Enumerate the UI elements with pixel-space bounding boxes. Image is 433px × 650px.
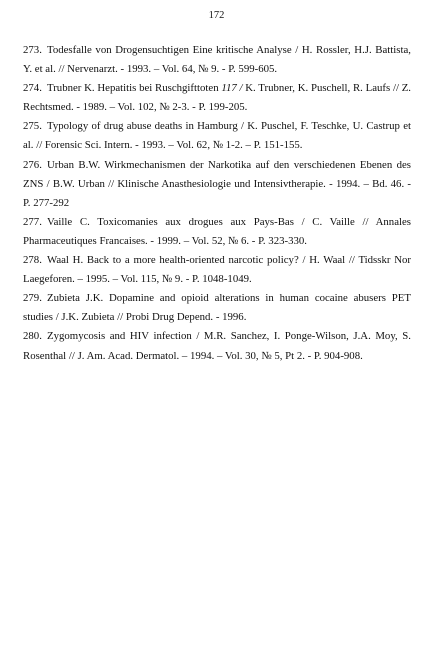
reference-item bbox=[23, 213, 411, 251]
reference-text bbox=[23, 82, 411, 113]
reference-number: 277. bbox=[23, 215, 42, 228]
reference-text-italic: 117 / bbox=[221, 82, 243, 95]
reference-item bbox=[23, 251, 411, 289]
reference-item bbox=[23, 156, 411, 213]
reference-text-part: Trubner K. Hepatitis bei Ruschgifttoten bbox=[47, 82, 222, 95]
reference-number: 276. bbox=[23, 158, 42, 171]
reference-list bbox=[23, 41, 411, 366]
reference-number: 275. bbox=[23, 120, 42, 133]
page-number: 172 bbox=[208, 10, 225, 21]
reference-number: 274. bbox=[23, 82, 42, 95]
reference-item bbox=[23, 327, 411, 365]
reference-item bbox=[23, 79, 411, 117]
reference-text-part: K. Trubner, K. Puschell, R. Laufs // Z. Rechtsmed. - 1989. – Vol. 102, № 2-3. - P. 199-205. bbox=[23, 82, 411, 114]
reference-text: Todesfalle von Drogensuchtigen Eine kritische Analyse / H. Rossler, H.J. Battista, Y. et al. // Nervenarzt. - 1993. – Vol. 64, № 9. - P. 599-605. bbox=[23, 44, 411, 76]
reference-item bbox=[23, 289, 411, 327]
reference-item bbox=[23, 41, 411, 79]
reference-text: Typology of drug abuse deaths in Hamburg / K. Puschel, F. Teschke, U. Castrup et al. // Forensic Sci. Intern. - 1993. – Vol. 62, № 1-2. – P. 151-155. bbox=[23, 120, 411, 152]
reference-text: Urban B.W. Wirkmechanismen der Narkotika auf den verschiedenen Ebenen des ZNS / B.W. Urban // Klinische Anasthesiologie und Intensivtherapie. - 1994. – Bd. 46. - P. 277-292 bbox=[23, 158, 411, 209]
reference-text: Zubieta J.K. Dopamine and opioid alterations in human cocaine abusers PET studies / J.K. Zubieta // Probi Drug Depend. - 1996. bbox=[23, 292, 411, 324]
reference-number: 280. bbox=[23, 330, 42, 343]
reference-number: 279. bbox=[23, 292, 42, 305]
reference-text: Vaille C. Toxicomanies aux drogues aux Pays-Bas / C. Vaille // Annales Pharmaceutiques Francaises. - 1999. – Vol. 52, № 6. - P. 323-330. bbox=[23, 215, 411, 247]
reference-item bbox=[23, 117, 411, 155]
reference-number: 278. bbox=[23, 254, 42, 267]
reference-text: Zygomycosis and HIV infection / M.R. Sanchez, I. Ponge-Wilson, J.A. Moy, S. Rosenthal // J. Am. Acad. Dermatol. – 1994. – Vol. 30, № 5, Pt 2. - P. 904-908. bbox=[23, 330, 411, 362]
reference-text: Waal H. Back to a more health-oriented narcotic policy? / H. Waal // Tidsskr Nor Laegeforen. – 1995. – Vol. 115, № 9. - P. 1048-1049. bbox=[23, 254, 411, 286]
reference-number: 273. bbox=[23, 44, 42, 56]
